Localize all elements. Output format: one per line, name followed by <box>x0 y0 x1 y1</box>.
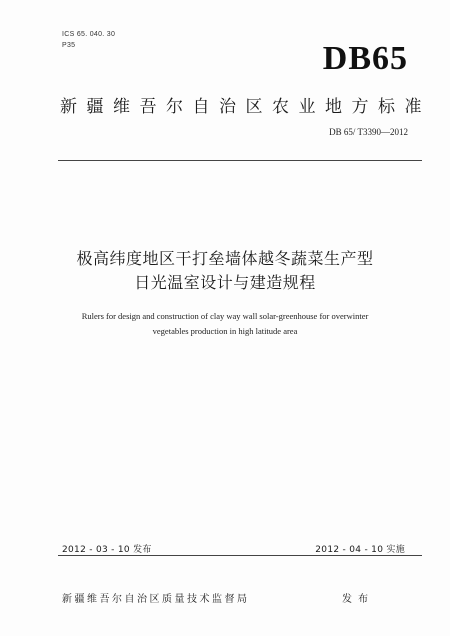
bottom-divider <box>58 555 422 556</box>
standard-category-title: 新疆维吾尔自治区农业地方标准 <box>60 97 431 117</box>
ccs-code: P35 <box>62 42 76 49</box>
standard-number: DB 65/ T3390—2012 <box>329 127 408 137</box>
issue-date: 2012 - 03 - 10 发布 <box>62 545 152 555</box>
chinese-title-line-2: 日光温室设计与建造规程 <box>134 273 316 292</box>
standard-logo: DB65 <box>322 40 408 77</box>
issuing-organization: 新疆维吾尔自治区质量技术监督局 <box>62 594 250 605</box>
english-title-line-2: vegetables production in high latitude area <box>152 326 298 336</box>
implementation-date: 2012 - 04 - 10 实施 <box>315 545 405 555</box>
english-title-line-1: Rulers for design and construction of clay way wall solar-greenhouse for overwinter <box>81 311 369 321</box>
ics-code: ICS 65. 040. 30 <box>62 31 116 38</box>
publish-label: 发布 <box>342 594 374 605</box>
chinese-title-line-1: 极高纬度地区干打垒墙体越冬蔬菜生产型 <box>76 249 374 268</box>
top-divider <box>58 160 422 161</box>
